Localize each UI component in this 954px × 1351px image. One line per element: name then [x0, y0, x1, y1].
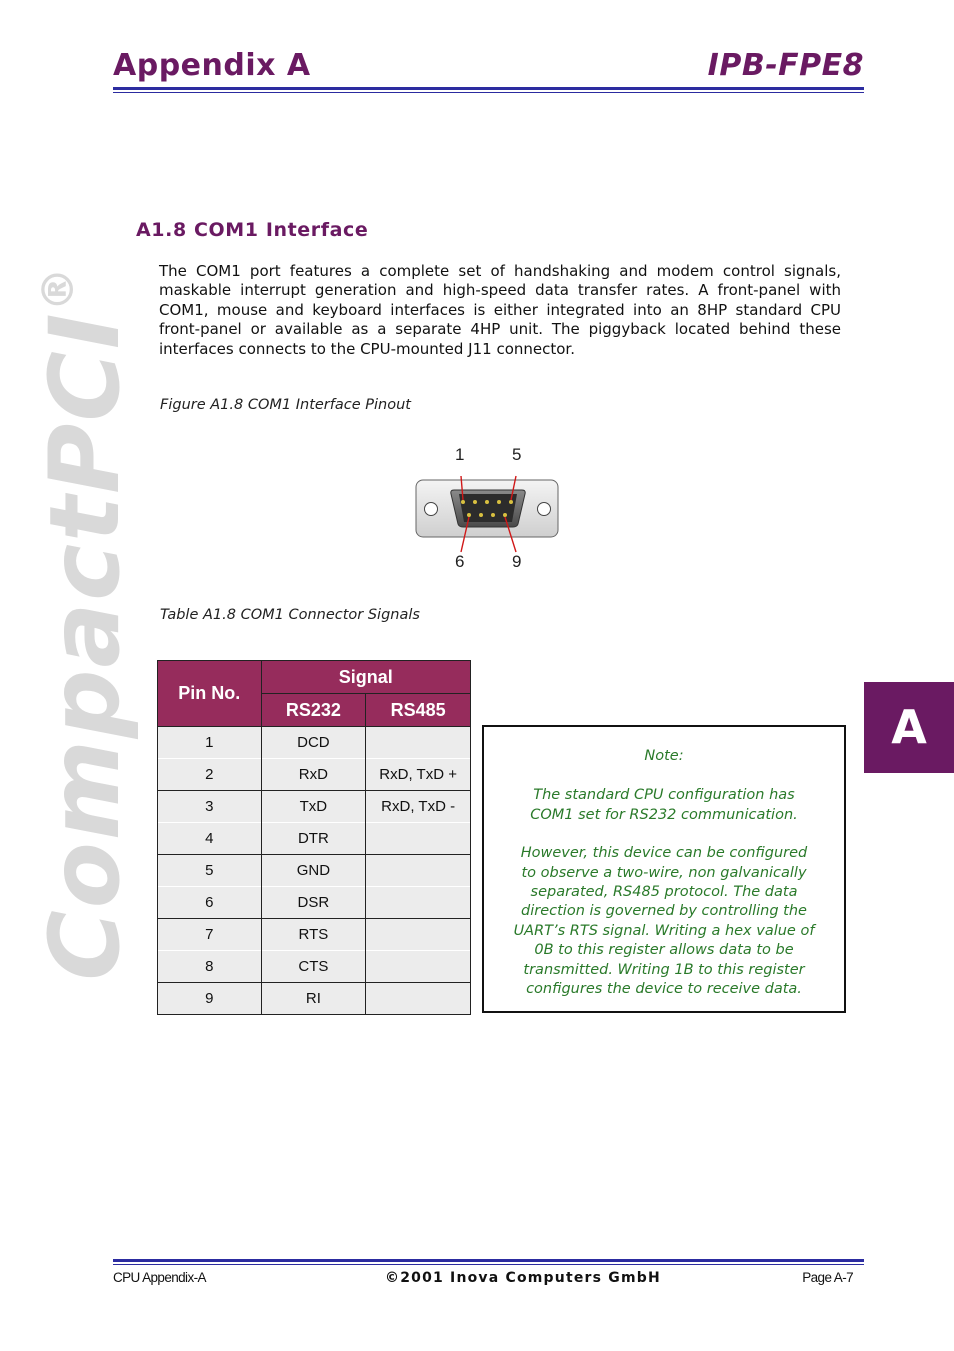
rs485-cell	[366, 823, 471, 855]
footer-rule	[113, 1259, 864, 1262]
rs232-cell: DSR	[261, 887, 366, 919]
compactpci-watermark: CompactPCI®	[29, 265, 141, 981]
pin-cell: 8	[158, 951, 262, 983]
signal-table	[157, 660, 471, 1015]
table-row	[158, 791, 471, 823]
rs232-cell: RxD	[261, 759, 366, 791]
pin-cell: 4	[158, 823, 262, 855]
pin-cell: 7	[158, 919, 262, 951]
pin-cell: 5	[158, 855, 262, 887]
rs232-cell: RTS	[261, 919, 366, 951]
table-row	[158, 855, 471, 887]
header-left-title: Appendix A	[113, 48, 311, 83]
table-row	[158, 759, 471, 791]
rs232-cell: DTR	[261, 823, 366, 855]
pin-label-6: 6	[455, 552, 465, 571]
rs485-cell	[366, 855, 471, 887]
header-right-title: IPB-FPE8	[707, 48, 864, 83]
table-row	[158, 887, 471, 919]
rs232-cell: GND	[261, 855, 366, 887]
rs232-cell: CTS	[261, 951, 366, 983]
rs232-cell: DCD	[261, 727, 366, 759]
rs485-cell	[366, 887, 471, 919]
rs232-header: RS232	[261, 694, 366, 727]
table-caption: Table A1.8 COM1 Connector Signals	[160, 607, 420, 623]
pin-label-1: 1	[455, 445, 465, 464]
signal-header: Signal	[261, 661, 470, 694]
table-row	[158, 951, 471, 983]
db9-connector-icon	[412, 466, 564, 556]
pin-label-9: 9	[512, 552, 522, 571]
note-paragraph-1: The standard CPU configuration has COM1 set for RS232 communication.	[530, 787, 798, 823]
pin-cell: 1	[158, 727, 262, 759]
footer-page-number: Page A-7	[802, 1270, 853, 1285]
rs232-cell: TxD	[261, 791, 366, 823]
pin-label-5: 5	[512, 445, 522, 464]
header-rule	[113, 87, 864, 90]
pin-no-header: Pin No.	[158, 661, 262, 727]
rs485-cell	[366, 951, 471, 983]
section-title: A1.8 COM1 Interface	[136, 219, 369, 241]
footer-left: CPU Appendix-A	[113, 1270, 206, 1285]
table-row	[158, 823, 471, 855]
note-paragraph-2: However, this device can be configured to observe a two-wire, non galvanically separated, RS485 protocol. The data direction is governed by controlling the UART’s RTS signal. Writing a hex value of 0B to this register allows data to be transmitted. Writing 1B to this register configures the device to receive data.	[513, 845, 815, 998]
table-row	[158, 727, 471, 759]
rs485-cell: RxD, TxD -	[366, 791, 471, 823]
note-heading: Note:	[644, 748, 684, 764]
rs485-cell	[366, 919, 471, 951]
body-paragraph: The COM1 port features a complete set of handshaking and modem control signals, maskable interrupt generation and high-speed data transfer rates. A front-panel with COM1, mouse and keyboard interfaces is either integrated into an 8HP standard CPU front-panel or available as a separate 4HP unit. The piggyback located behind these interfaces connects to the CPU-mounted J11 connector.	[159, 262, 841, 358]
rs485-cell	[366, 727, 471, 759]
rs485-cell	[366, 983, 471, 1015]
table-row	[158, 983, 471, 1015]
rs232-cell: RI	[261, 983, 366, 1015]
footer-center: ©2001 Inova Computers GmbH	[385, 1270, 661, 1286]
table-row	[158, 919, 471, 951]
appendix-side-tab: A	[864, 682, 954, 773]
pin-cell: 3	[158, 791, 262, 823]
figure-caption: Figure A1.8 COM1 Interface Pinout	[160, 397, 411, 413]
header-rule-thin	[113, 92, 864, 93]
rs485-cell: RxD, TxD +	[366, 759, 471, 791]
note-box	[482, 725, 846, 1013]
pin-cell: 9	[158, 983, 262, 1015]
pin-cell: 2	[158, 759, 262, 791]
pin-cell: 6	[158, 887, 262, 919]
rs485-header: RS485	[366, 694, 471, 727]
footer-rule-thin	[113, 1264, 864, 1265]
